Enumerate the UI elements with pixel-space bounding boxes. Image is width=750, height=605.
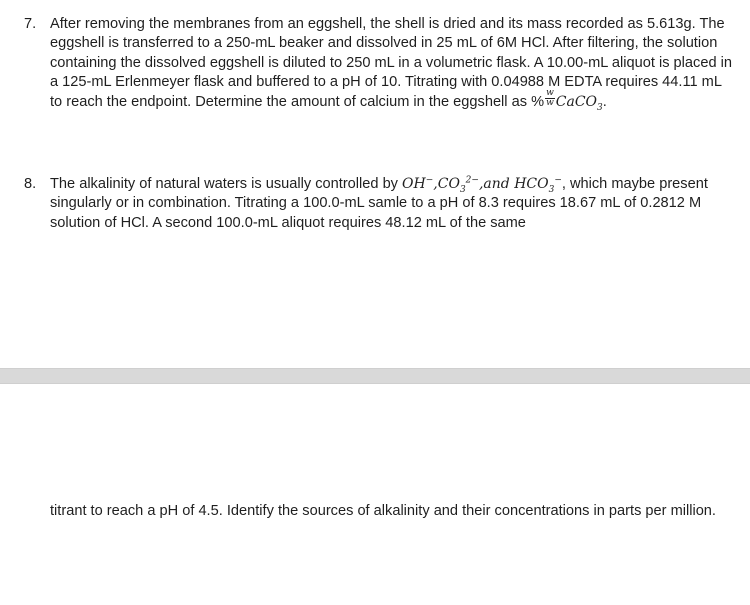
fraction-numerator: w [546,88,554,99]
percent-sign: % [531,93,545,110]
question-8-continued: titrant to reach a pH of 4.5. Identify the sources of alkalinity and their concentrations in parts per million. [50,503,716,519]
w-over-w-fraction [545,89,555,108]
question-7-text [50,15,736,112]
question-7-body: After removing the membranes from an eggshell, the shell is dried and its mass recorded as 5.613g. The eggshell is transferred to a 250-mL beaker and dissolved in 25 mL of 6M HCl. After filtering, the solution containing the dissolved eggshell is diluted to 250 mL in a volumetric flask. A 10.00-mL aliquot is placed in a 125-mL Erlenmeyer flask and buffered to a pH of 10. Titrating with 0.04988 M EDTA requires 44.11 mL to reach the endpoint. Determine the amount of calcium in the eggshell as [50,16,732,110]
formula-end: . [602,93,607,110]
carbonate-ion: CO [437,176,460,192]
question-8-number: 8. [24,176,37,192]
bicarbonate-charge: − [554,175,562,186]
question-8-body: , which maybe present singularly or in combination. Titrating a 100.0-mL samle to a pH of 8.3 requires 18.67 mL of 0.2812 M solution of HCl. A second 100.0-mL aliquot requires 48.12 mL of the same [50,176,708,231]
ion-and: and [483,176,515,192]
question-7 [24,15,736,112]
hydroxide-ion: OH [402,176,426,192]
question-7-number: 7. [24,16,37,32]
hydroxide-charge: − [425,175,434,186]
caco3-compound: CaCO [555,93,598,110]
fraction-denominator: w [546,98,554,109]
ion-separator-2: , [478,176,484,192]
caco3-formula [555,93,603,113]
question-8 [24,175,736,233]
question-8-intro: The alkalinity of natural waters is usually controlled by [50,176,403,192]
question-8-text [50,175,736,233]
page-break-divider [0,368,750,384]
bicarbonate-ion: HCO [514,176,549,192]
bicarbonate-subscript: 3 [548,184,555,195]
ion-list [402,175,562,195]
ion-separator-1: , [433,176,438,192]
caco3-subscript: 3 [597,102,603,113]
carbonate-subscript: 3 [459,184,466,195]
page-bottom [0,384,750,605]
carbonate-charge: 2− [465,175,479,186]
